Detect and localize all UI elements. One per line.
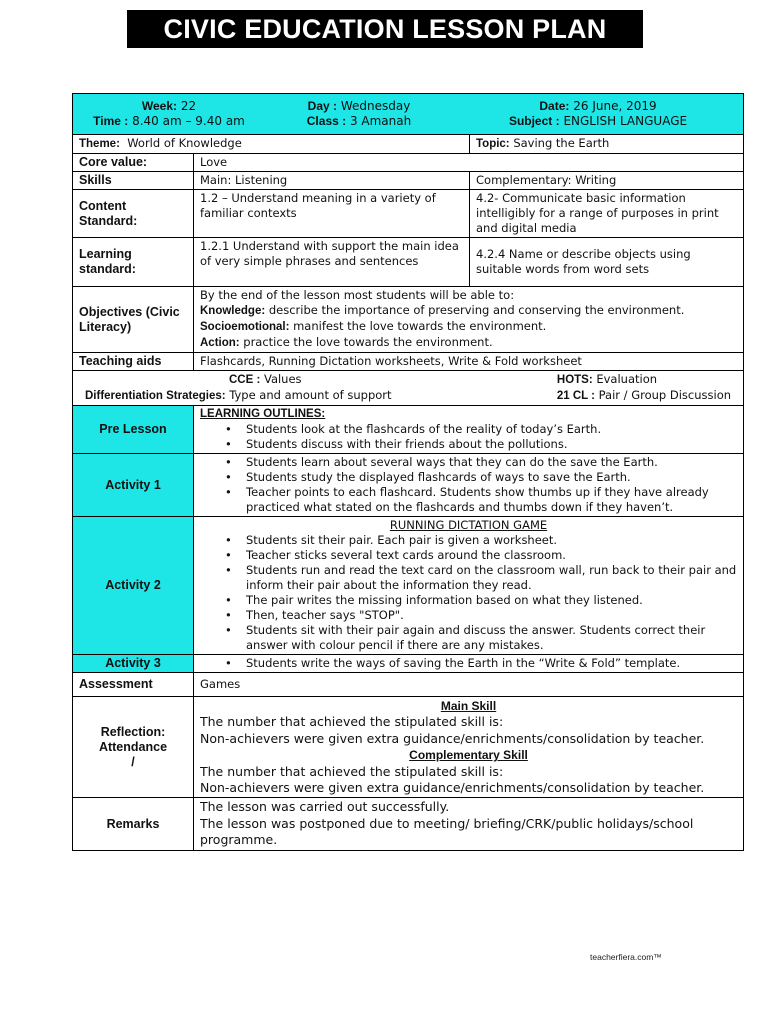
- topic-label: Topic:: [476, 138, 510, 150]
- reflection-content: [194, 697, 744, 798]
- activity2-content: [194, 517, 744, 655]
- activity3-content: [194, 655, 744, 673]
- list-item: • Students look at the flashcards of the reality of today’s Earth.: [200, 422, 737, 437]
- remarks-content: [194, 798, 744, 850]
- skills-label: Skills: [73, 172, 194, 190]
- assessment-label: Assessment: [73, 673, 194, 697]
- comp-skill-line2: Non-achievers were given extra guidance/enrichments/consolidation by teacher.: [200, 780, 705, 796]
- list-item: • Students sit with their pair again and discuss the answer. Students correct their answer with colour pencil if there are any mistakes.: [200, 623, 737, 653]
- skills-row: [73, 172, 744, 190]
- cce-hots-row: [73, 371, 744, 406]
- core-value-label: Core value:: [73, 154, 194, 172]
- learning-outlines-heading: LEARNING OUTLINES:: [200, 408, 326, 420]
- comp-skill-line1: The number that achieved the stipulated skill is:: [200, 763, 504, 779]
- list-item: • Then, teacher says "STOP".: [200, 608, 737, 623]
- teaching-aids-value: Flashcards, Running Dictation worksheets, Write & Fold worksheet: [194, 353, 744, 371]
- day-field: Day : Wednesday: [307, 99, 411, 113]
- list-item: • Students study the displayed flashcards of ways to save the Earth.: [200, 470, 737, 485]
- pre-lesson-content: [194, 406, 744, 454]
- theme-row: [73, 135, 744, 154]
- list-item: • Students sit their pair. Each pair is given a worksheet.: [200, 533, 737, 548]
- activity2-label: Activity 2: [73, 517, 194, 655]
- skills-main: Main: Listening: [194, 172, 470, 190]
- class-field: Class : 3 Amanah: [306, 114, 412, 128]
- pre-lesson-row: [73, 406, 744, 454]
- differentiation-field: Differentiation Strategies: Type and amount of support: [85, 388, 392, 402]
- main-skill-line1: The number that achieved the stipulated skill is:: [200, 714, 504, 730]
- activity2-row: [73, 517, 744, 655]
- teaching-aids-row: [73, 353, 744, 371]
- main-skill-heading: Main Skill: [440, 699, 497, 713]
- learning-standard-complementary: 4.2.4 Name or describe objects using suitable words from word sets: [470, 238, 744, 287]
- running-dictation-heading: RUNNING DICTATION GAME: [389, 518, 548, 532]
- learning-standard-main: 1.2.1 Understand with support the main idea of very simple phrases and sentences: [194, 238, 470, 287]
- activity3-label: Activity 3: [73, 655, 194, 673]
- week-field: Week: 22: [141, 99, 197, 113]
- list-item: • Teacher points to each flashcard. Students show thumbs up if they have already practiced what stated on the flashcards and thumbs down if they haven’t.: [200, 485, 737, 515]
- lesson-plan-table: [72, 93, 744, 851]
- reflection-row: [73, 697, 744, 798]
- activity3-row: [73, 655, 744, 673]
- objectives-content: [194, 287, 744, 353]
- activity1-label: Activity 1: [73, 454, 194, 517]
- remarks-label: Remarks: [73, 798, 194, 850]
- subject-field: Subject : ENGLISH LANGUAGE: [508, 114, 688, 128]
- cce-field: CCE : Values: [229, 372, 302, 386]
- learning-standard-label: Learning standard:: [73, 238, 194, 287]
- teaching-aids-label: Teaching aids: [73, 353, 194, 371]
- complementary-skill-heading: Complementary Skill: [409, 748, 528, 763]
- content-standard-row: [73, 190, 744, 238]
- list-item: • Students learn about several ways that they can do the save the Earth.: [200, 455, 737, 470]
- core-value-row: [73, 154, 744, 172]
- footer-watermark: teacherfiera.com™: [590, 952, 662, 962]
- assessment-row: [73, 673, 744, 697]
- content-standard-complementary: 4.2- Communicate basic information intelligibly for a range of purposes in print and digital media: [470, 190, 744, 238]
- skills-complementary: Complementary: Writing: [470, 172, 744, 190]
- objective-knowledge: Knowledge: describe the importance of preserving and conserving the environment.: [200, 303, 685, 317]
- objective-action: Action: practice the love towards the environment.: [200, 335, 493, 349]
- list-item: • Students write the ways of saving the Earth in the “Write & Fold” template.: [200, 656, 737, 671]
- learning-standard-row: [73, 238, 744, 287]
- theme-label: Theme:: [79, 138, 120, 150]
- activity1-content: [194, 454, 744, 517]
- objectives-intro: By the end of the lesson most students will be able to:: [200, 288, 515, 302]
- cl21-field: 21 CL : Pair / Group Discussion: [556, 388, 732, 402]
- content-standard-main: 1.2 – Understand meaning in a variety of familiar contexts: [194, 190, 470, 238]
- objectives-label: Objectives (Civic Literacy): [73, 287, 194, 353]
- time-field: Time : 8.40 am – 9.40 am: [93, 114, 245, 128]
- assessment-value: Games: [194, 673, 744, 697]
- content-standard-label: Content Standard:: [73, 190, 194, 238]
- list-item: • Students run and read the text card on the classroom wall, run back to their pair and inform their pair about the information they read.: [200, 563, 737, 593]
- remarks-row: [73, 798, 744, 850]
- pre-lesson-label: Pre Lesson: [73, 406, 194, 454]
- hots-field: HOTS: Evaluation: [556, 372, 658, 386]
- reflection-label: Reflection: Attendance /: [73, 697, 194, 798]
- remarks-line2: The lesson was postponed due to meeting/ briefing/CRK/public holidays/school programme.: [200, 815, 694, 848]
- theme-value: World of Knowledge: [127, 136, 242, 150]
- header-row: [73, 94, 744, 135]
- remarks-line1: The lesson was carried out successfully.: [200, 799, 450, 815]
- list-item: • Teacher sticks several text cards around the classroom.: [200, 548, 737, 563]
- objectives-row: [73, 287, 744, 353]
- main-skill-line2: Non-achievers were given extra guidance/enrichments/consolidation by teacher.: [200, 730, 705, 746]
- list-item: • Students discuss with their friends about the pollutions.: [200, 437, 737, 452]
- objective-socioemotional: Socioemotional: manifest the love towards the environment.: [200, 319, 547, 333]
- core-value-value: Love: [194, 154, 744, 172]
- activity1-row: [73, 454, 744, 517]
- list-item: • The pair writes the missing information based on what they listened.: [200, 593, 737, 608]
- date-field: Date: 26 June, 2019: [539, 99, 657, 113]
- document-title: CIVIC EDUCATION LESSON PLAN: [127, 10, 643, 48]
- topic-value: Saving the Earth: [513, 136, 610, 150]
